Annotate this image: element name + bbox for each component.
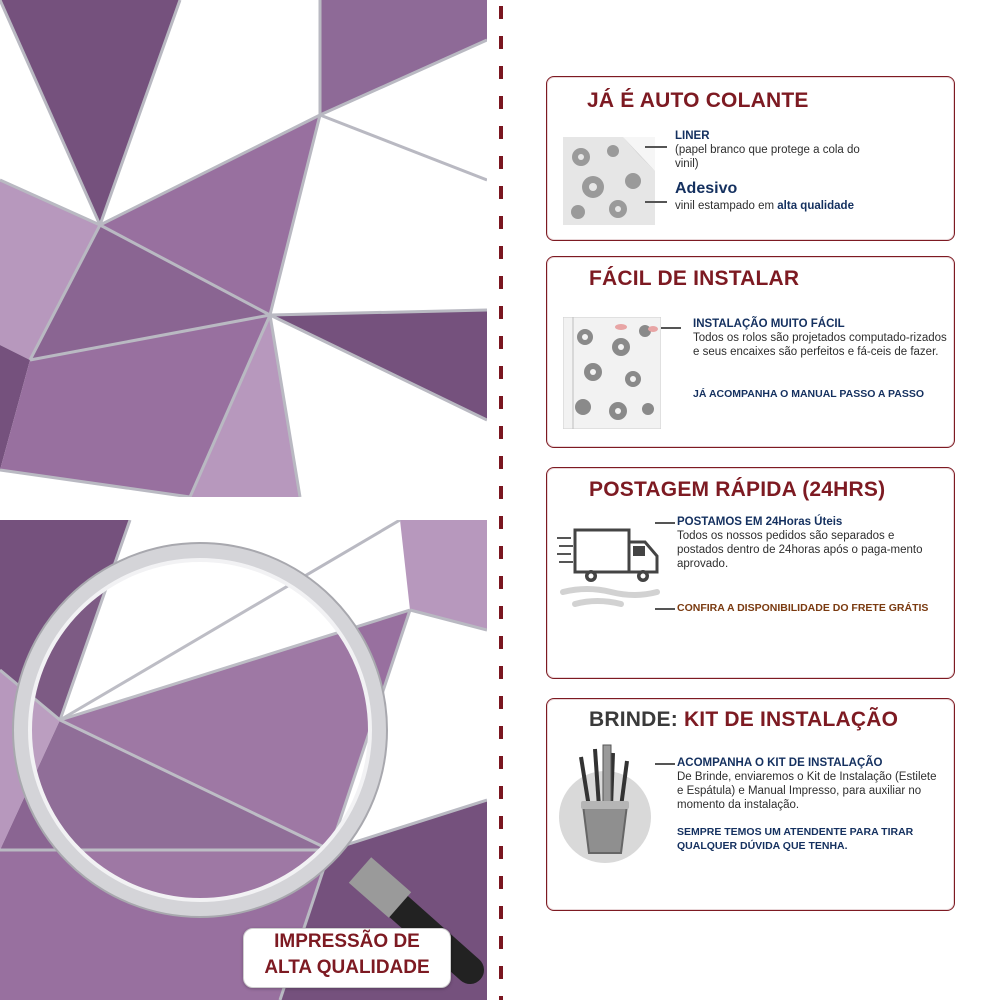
- card-self-adhesive: [546, 76, 955, 241]
- wallpaper-roll-icon: [563, 317, 661, 429]
- quality-badge: [243, 928, 451, 988]
- card-install-kit: [546, 698, 955, 911]
- kit-desc: De Brinde, enviaremos o Kit de Instalação (Estilete e Espátula) e Manual Impresso, para auxiliar no momento da instalação.: [677, 771, 937, 811]
- pointer-line: [661, 327, 681, 329]
- install-head: INSTALAÇÃO MUITO FÁCIL: [693, 318, 845, 330]
- tool-kit-icon: [555, 743, 655, 863]
- support-note-2: QUALQUER DÚVIDA QUE TENHA.: [677, 840, 848, 852]
- install-desc: Todos os rolos são projetados computado-rizados e seus encaixes são perfeitos e fá-ceis de fazer.: [693, 332, 947, 358]
- pointer-line: [645, 146, 667, 148]
- kit-info: [677, 756, 937, 812]
- wallpaper-pattern-top: [0, 0, 487, 497]
- delivery-truck-icon: [557, 528, 661, 618]
- vinyl-liner-icon: [563, 137, 655, 225]
- badge-line-2: ALTA QUALIDADE: [264, 957, 430, 978]
- shipping-head: POSTAMOS EM 24Horas Úteis: [677, 516, 843, 528]
- pointer-line: [655, 763, 675, 765]
- adesivo-bold: alta qualidade: [777, 200, 854, 212]
- free-shipping-note: CONFIRA A DISPONIBILIDADE DO FRETE GRÁTIS: [677, 602, 929, 614]
- manual-note: JÁ ACOMPANHA O MANUAL PASSO A PASSO: [693, 388, 925, 400]
- adesivo-desc: vinil estampado em: [675, 200, 778, 212]
- card-easy-install: [546, 256, 955, 448]
- liner-info: [675, 129, 875, 171]
- pointer-line: [655, 608, 675, 610]
- adesivo-label: Adesivo: [675, 180, 738, 197]
- card-title: JÁ É AUTO COLANTE: [587, 89, 809, 112]
- badge-line-1: IMPRESSÃO DE: [274, 931, 420, 952]
- title-prefix: BRINDE:: [589, 708, 678, 731]
- dotted-divider: [497, 6, 505, 1000]
- pointer-line: [655, 522, 675, 524]
- adesivo-info: [675, 179, 945, 213]
- shipping-info: [677, 515, 942, 571]
- support-note-1: SEMPRE TEMOS UM ATENDENTE PARA TIRAR: [677, 826, 914, 838]
- card-title: FÁCIL DE INSTALAR: [589, 267, 800, 290]
- card-fast-shipping: [546, 467, 955, 679]
- liner-desc: (papel branco que protege a cola do vinil): [675, 144, 860, 170]
- card-title: POSTAGEM RÁPIDA (24HRS): [589, 478, 886, 501]
- pointer-line: [645, 201, 667, 203]
- card-title: [589, 708, 898, 732]
- install-info: [693, 317, 948, 359]
- kit-head: ACOMPANHA O KIT DE INSTALAÇÃO: [677, 757, 883, 769]
- liner-label: LINER: [675, 130, 710, 142]
- title-main: KIT DE INSTALAÇÃO: [677, 708, 899, 731]
- shipping-desc: Todos os nossos pedidos são separados e postados dentro de 24horas após o paga-mento aprovado.: [677, 530, 923, 570]
